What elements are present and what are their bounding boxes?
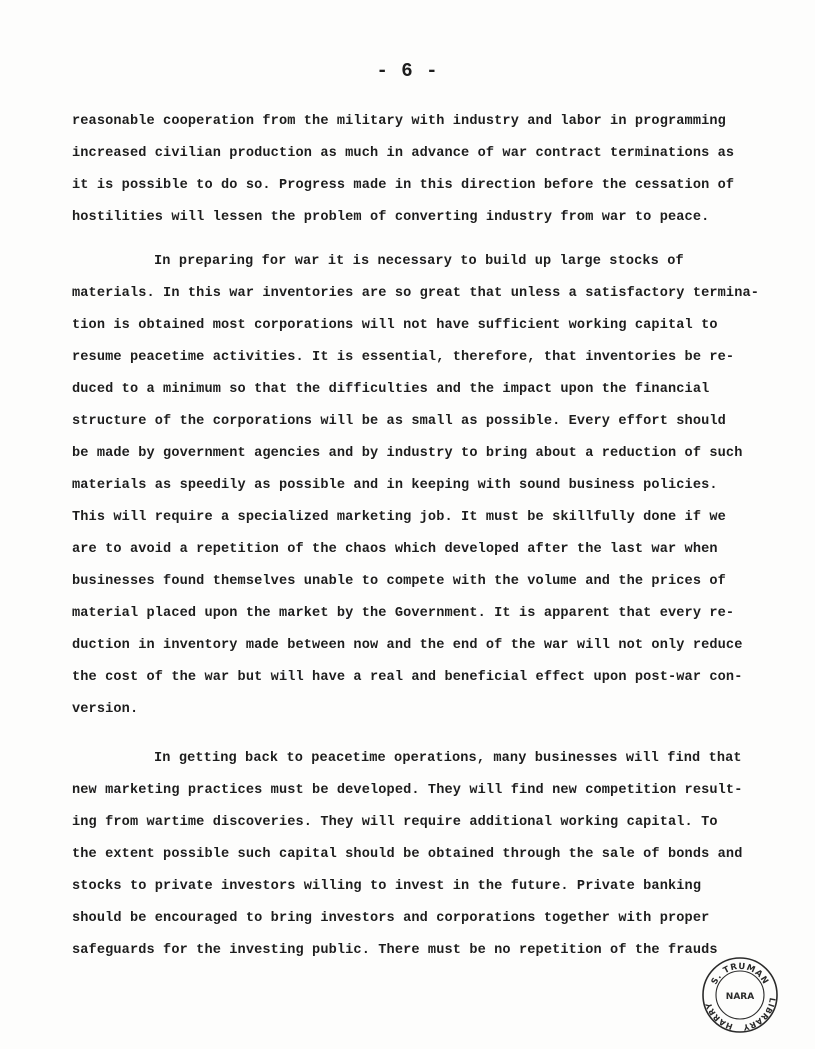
text-line: should be encouraged to bring investors and corporations together with proper — [72, 911, 710, 926]
text-line: businesses found themselves unable to compete with the volume and the prices of — [72, 574, 726, 589]
text-line: duction in inventory made between now and the end of the war will not only reduce — [72, 638, 743, 653]
text-line: ing from wartime discoveries. They will require additional working capital. To — [72, 815, 718, 830]
stamp-text-top: S. TRUMAN — [709, 961, 771, 987]
text-line: safeguards for the investing public. There must be no repetition of the frauds — [72, 943, 718, 958]
text-line: the cost of the war but will have a real and beneficial effect upon post-war con- — [72, 670, 743, 685]
paragraph-1 — [72, 106, 752, 234]
text-line: tion is obtained most corporations will not have sufficient working capital to — [72, 318, 718, 333]
text-line: materials as speedily as possible and in keeping with sound business policies. — [72, 478, 718, 493]
text-line: version. — [72, 702, 139, 717]
text-line: new marketing practices must be developed. They will find new competition result- — [72, 783, 743, 798]
text-line: stocks to private investors willing to invest in the future. Private banking — [72, 879, 702, 894]
stamp-text-right: LIBRARY — [742, 997, 777, 1032]
page-number: - 6 - — [376, 60, 439, 82]
paragraph-2 — [72, 246, 760, 726]
stamp-text-left: HARRY — [703, 1001, 734, 1032]
text-line: material placed upon the market by the Government. It is apparent that every re- — [72, 606, 735, 621]
text-line: hostilities will lessen the problem of converting industry from war to peace. — [72, 210, 710, 225]
text-line: resume peacetime activities. It is essential, therefore, that inventories be re- — [72, 350, 735, 365]
body-text — [72, 106, 760, 967]
text-line: duced to a minimum so that the difficulties and the impact upon the financial — [72, 382, 710, 397]
text-line: materials. In this war inventories are so great that unless a satisfactory termina- — [72, 286, 760, 301]
text-line: reasonable cooperation from the military with industry and labor in programming — [72, 114, 726, 129]
stamp-seal-icon — [700, 955, 780, 1035]
text-line: it is possible to do so. Progress made in this direction before the cessation of — [72, 178, 735, 193]
text-line: are to avoid a repetition of the chaos which developed after the last war when — [72, 542, 718, 557]
text-line: This will require a specialized marketing job. It must be skillfully done if we — [72, 510, 726, 525]
truman-library-stamp — [700, 955, 780, 1035]
text-line: be made by government agencies and by industry to bring about a reduction of such — [72, 446, 743, 461]
paragraph-3 — [72, 743, 752, 967]
text-line: increased civilian production as much in advance of war contract terminations as — [72, 146, 735, 161]
text-line: the extent possible such capital should be obtained through the sale of bonds and — [72, 847, 743, 862]
stamp-text-center: NARA — [725, 992, 755, 1002]
text-line: structure of the corporations will be as small as possible. Every effort should — [72, 414, 726, 429]
text-line: In getting back to peacetime operations, many businesses will find that — [154, 751, 742, 766]
text-line: In preparing for war it is necessary to build up large stocks of — [154, 254, 684, 269]
